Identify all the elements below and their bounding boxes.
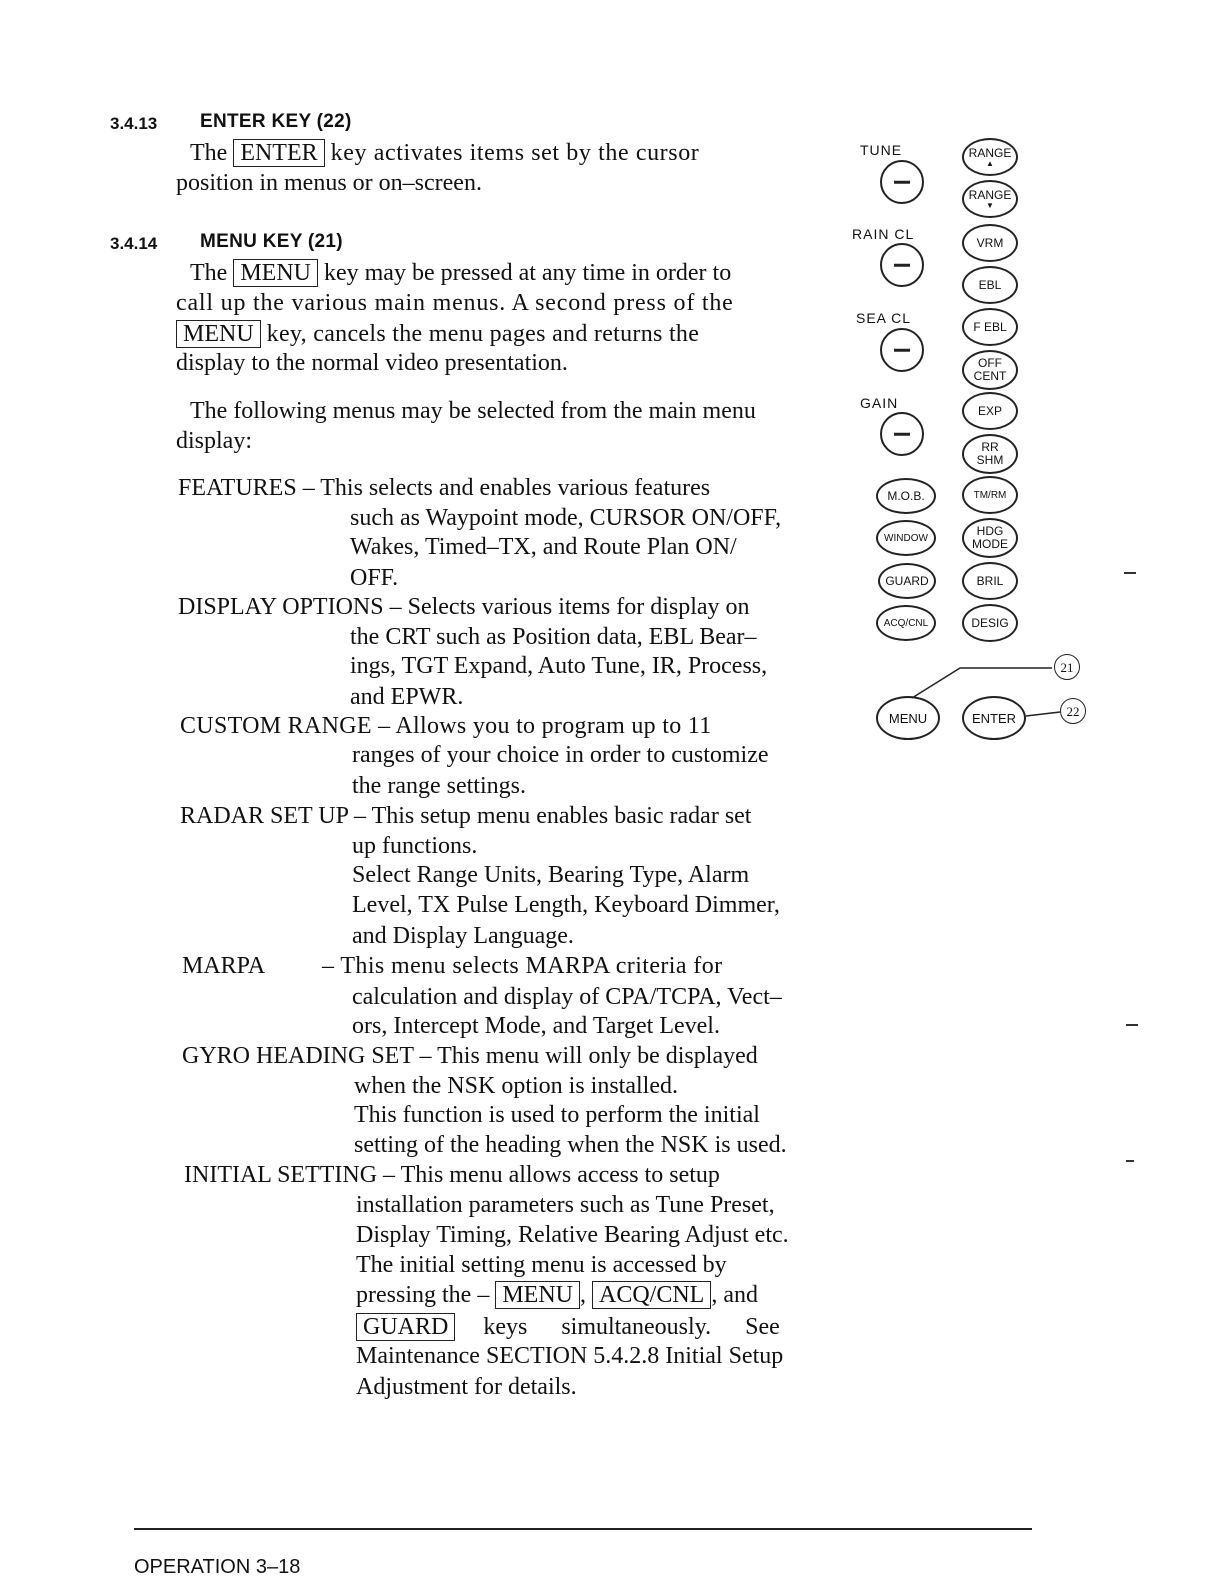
menu-paragraph-line-3: MENU key, cancels the menu pages and returns the bbox=[176, 319, 699, 349]
margin-mark bbox=[1126, 1160, 1134, 1162]
marpa-line-1: – This menu selects MARPA criteria for bbox=[322, 953, 723, 979]
radar-setup-line-5: and Display Language. bbox=[352, 923, 574, 949]
knob-label-sea-cl: SEA CL bbox=[856, 310, 912, 326]
knob-label-tune: TUNE bbox=[860, 142, 903, 158]
enter-paragraph-line-1: The ENTER key activates items set by the cursor bbox=[190, 140, 700, 166]
section-title-menu: MENU KEY (21) bbox=[200, 231, 343, 252]
footer-rule bbox=[134, 1528, 1032, 1530]
marpa-line-3: ors, Intercept Mode, and Target Level. bbox=[352, 1013, 720, 1039]
range-up-button[interactable]: RANGE ▲ bbox=[962, 138, 1018, 176]
gyro-line-1: GYRO HEADING SET – This menu will only be displayed bbox=[182, 1043, 758, 1069]
control-panel-illustration bbox=[850, 130, 1110, 770]
acq-cnl-key-ref: ACQ/CNL bbox=[592, 1281, 711, 1309]
custom-range-line-3: the range settings. bbox=[352, 773, 526, 799]
gyro-line-4: setting of the heading when the NSK is used. bbox=[354, 1132, 787, 1158]
menu-key-ref-1: MENU bbox=[233, 259, 318, 287]
ebl-button[interactable]: EBL bbox=[962, 266, 1018, 304]
menu-paragraph-2-line-1: The following menus may be selected from the main menu bbox=[190, 398, 756, 424]
callout-22: 22 bbox=[1060, 698, 1086, 724]
guard-key-ref: GUARD bbox=[356, 1313, 455, 1341]
enter-button[interactable]: ENTER bbox=[962, 696, 1026, 740]
display-options-line-1: DISPLAY OPTIONS – Selects various items for display on bbox=[178, 594, 750, 620]
features-line-3: Wakes, Timed–TX, and Route Plan ON/ bbox=[350, 534, 737, 560]
radar-setup-line-1: RADAR SET UP – This setup menu enables basic radar set bbox=[180, 803, 752, 829]
section-title-enter: ENTER KEY (22) bbox=[200, 111, 352, 132]
knob-label-rain-cl: RAIN CL bbox=[852, 226, 915, 242]
f-ebl-button[interactable]: F EBL bbox=[962, 308, 1018, 346]
features-line-4: OFF. bbox=[350, 565, 399, 591]
off-cent-button[interactable]: OFF CENT bbox=[962, 350, 1018, 390]
features-line-2: such as Waypoint mode, CURSOR ON/OFF, bbox=[350, 505, 782, 531]
initial-line-1: INITIAL SETTING – This menu allows access to setup bbox=[184, 1162, 720, 1188]
display-options-line-4: and EPWR. bbox=[350, 684, 464, 710]
vrm-button[interactable]: VRM bbox=[962, 224, 1018, 262]
hdg-mode-button[interactable]: HDG MODE bbox=[962, 518, 1018, 558]
desig-button[interactable]: DESIG bbox=[962, 604, 1018, 642]
initial-line-3: Display Timing, Relative Bearing Adjust etc. bbox=[356, 1222, 789, 1248]
radar-setup-line-2: up functions. bbox=[352, 833, 478, 859]
menu-paragraph-line-2: call up the various main menus. A second press of the bbox=[176, 290, 734, 316]
initial-line-5: pressing the – MENU , ACQ/CNL , and bbox=[356, 1282, 758, 1308]
gyro-line-2: when the NSK option is installed. bbox=[354, 1073, 678, 1099]
marpa-label: MARPA bbox=[182, 953, 266, 979]
initial-line-4: The initial setting menu is accessed by bbox=[356, 1252, 727, 1278]
guard-button[interactable]: GUARD bbox=[878, 563, 936, 599]
gyro-line-3: This function is used to perform the initial bbox=[354, 1102, 760, 1128]
enter-paragraph-line-2: position in menus or on–screen. bbox=[176, 170, 482, 196]
mob-button[interactable]: M.O.B. bbox=[876, 478, 936, 514]
knob-label-gain: GAIN bbox=[860, 395, 899, 411]
rr-shm-button[interactable]: RR SHM bbox=[962, 434, 1018, 474]
bril-button[interactable]: BRIL bbox=[962, 562, 1018, 600]
section-number-menu: 3.4.14 bbox=[110, 234, 158, 253]
menu-paragraph-2-line-2: display: bbox=[176, 428, 252, 454]
initial-line-8: Adjustment for details. bbox=[356, 1374, 577, 1400]
marpa-line-2: calculation and display of CPA/TCPA, Vect– bbox=[352, 984, 782, 1010]
features-line-1: FEATURES – This selects and enables various features bbox=[178, 475, 711, 501]
initial-line-7: Maintenance SECTION 5.4.2.8 Initial Setup bbox=[356, 1343, 784, 1369]
menu-key-ref-3: MENU bbox=[495, 1281, 580, 1309]
custom-range-line-2: ranges of your choice in order to customize bbox=[352, 742, 769, 768]
menu-button[interactable]: MENU bbox=[876, 696, 940, 740]
initial-line-6: GUARD keys simultaneously. See bbox=[356, 1312, 780, 1342]
callout-21: 21 bbox=[1054, 654, 1080, 680]
menu-paragraph-line-4: display to the normal video presentation. bbox=[176, 350, 568, 376]
window-button[interactable]: WINDOW bbox=[876, 520, 936, 556]
initial-line-2: installation parameters such as Tune Preset, bbox=[356, 1192, 775, 1218]
tm-rm-button[interactable]: TM/RM bbox=[962, 476, 1018, 514]
custom-range-line-1: CUSTOM RANGE – Allows you to program up to 11 bbox=[180, 713, 712, 739]
display-options-line-3: ings, TGT Expand, Auto Tune, IR, Process, bbox=[350, 653, 768, 679]
section-number-enter: 3.4.13 bbox=[110, 114, 158, 133]
acq-cnl-button[interactable]: ACQ/CNL bbox=[876, 605, 936, 641]
display-options-line-2: the CRT such as Position data, EBL Bear– bbox=[350, 624, 757, 650]
radar-setup-line-3: Select Range Units, Bearing Type, Alarm bbox=[352, 862, 750, 888]
exp-button[interactable]: EXP bbox=[962, 392, 1018, 430]
footer-page-label: OPERATION 3–18 bbox=[134, 1556, 301, 1578]
margin-mark bbox=[1124, 572, 1136, 574]
range-down-button[interactable]: RANGE ▼ bbox=[962, 180, 1018, 218]
menu-key-ref-2: MENU bbox=[176, 320, 261, 348]
margin-mark bbox=[1126, 1024, 1138, 1026]
enter-key-ref: ENTER bbox=[233, 139, 324, 167]
menu-paragraph-line-1: The MENU key may be pressed at any time in order to bbox=[190, 260, 732, 286]
radar-setup-line-4: Level, TX Pulse Length, Keyboard Dimmer, bbox=[352, 892, 780, 918]
